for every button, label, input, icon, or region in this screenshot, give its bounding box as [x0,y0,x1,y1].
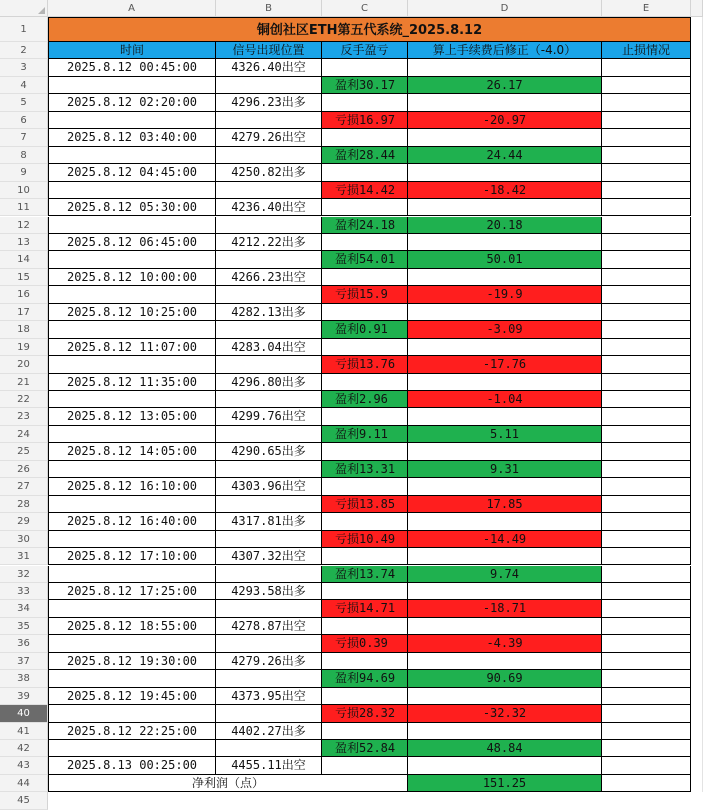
stop-cell[interactable] [602,478,691,495]
signal-cell-blank[interactable] [216,566,322,583]
time-cell-blank[interactable] [48,217,216,234]
stop-cell[interactable] [602,548,691,565]
signal-cell[interactable]: 4283.04出空 [216,339,322,356]
net-cell[interactable]: 17.85 [408,496,602,513]
net-cell-blank[interactable] [408,513,602,530]
select-all-corner[interactable] [0,0,48,17]
net-cell-blank[interactable] [408,374,602,391]
net-cell[interactable]: -32.32 [408,705,602,722]
time-cell[interactable]: 2025.8.12 13:05:00 [48,408,216,425]
time-cell-blank[interactable] [48,566,216,583]
pnl-cell[interactable]: 亏损13.76 [322,356,408,373]
time-cell[interactable]: 2025.8.12 06:45:00 [48,234,216,251]
time-cell[interactable]: 2025.8.12 17:10:00 [48,548,216,565]
pnl-cell-blank[interactable] [322,304,408,321]
stop-cell[interactable] [602,129,691,146]
row-header[interactable]: 39 [0,688,48,705]
row-header[interactable]: 12 [0,217,48,234]
signal-cell[interactable]: 4307.32出空 [216,548,322,565]
net-cell[interactable]: -20.97 [408,112,602,129]
pnl-cell[interactable]: 盈利2.96 [322,391,408,408]
column-title: 反手盈亏 [322,42,408,59]
pnl-cell[interactable]: 盈利24.18 [322,217,408,234]
row-header[interactable]: 45 [0,792,48,809]
signal-cell[interactable]: 4402.27出多 [216,723,322,740]
net-cell[interactable]: -14.49 [408,531,602,548]
row-header[interactable]: 30 [0,531,48,548]
row-header[interactable]: 11 [0,199,48,216]
pnl-cell[interactable]: 亏损28.32 [322,705,408,722]
net-cell[interactable]: -1.04 [408,391,602,408]
row-header[interactable]: 42 [0,740,48,757]
row-header[interactable]: 3 [0,59,48,76]
stop-cell[interactable] [602,408,691,425]
signal-cell-blank[interactable] [216,740,322,757]
time-cell-blank[interactable] [48,600,216,617]
time-cell[interactable]: 2025.8.12 22:25:00 [48,723,216,740]
time-cell[interactable]: 2025.8.12 05:30:00 [48,199,216,216]
row-header[interactable]: 24 [0,426,48,443]
stop-cell[interactable] [602,94,691,111]
pnl-cell[interactable]: 亏损14.71 [322,600,408,617]
row-header[interactable]: 21 [0,374,48,391]
pnl-cell-blank[interactable] [322,59,408,76]
stop-cell[interactable] [602,391,691,408]
signal-cell-blank[interactable] [216,251,322,268]
stop-cell[interactable] [602,740,691,757]
row-header[interactable]: 7 [0,129,48,146]
signal-cell[interactable]: 4278.87出空 [216,618,322,635]
pnl-cell-blank[interactable] [322,164,408,181]
time-cell[interactable]: 2025.8.12 04:45:00 [48,164,216,181]
total-stop-cell[interactable] [602,775,691,792]
net-cell-blank[interactable] [408,408,602,425]
stop-cell[interactable] [602,251,691,268]
row-header[interactable]: 16 [0,286,48,303]
stop-cell[interactable] [602,356,691,373]
time-cell[interactable]: 2025.8.12 19:30:00 [48,653,216,670]
pnl-cell[interactable]: 亏损15.9 [322,286,408,303]
net-cell[interactable]: 20.18 [408,217,602,234]
row-header[interactable]: 20 [0,356,48,373]
pnl-cell-blank[interactable] [322,723,408,740]
time-cell-blank[interactable] [48,356,216,373]
time-cell[interactable]: 2025.8.12 19:45:00 [48,688,216,705]
row-header[interactable]: 1 [0,17,48,42]
net-cell-blank[interactable] [408,757,602,774]
signal-cell[interactable]: 4317.81出多 [216,513,322,530]
pnl-cell-blank[interactable] [322,374,408,391]
net-cell[interactable]: 24.44 [408,147,602,164]
pnl-cell[interactable]: 盈利13.31 [322,461,408,478]
time-cell-blank[interactable] [48,426,216,443]
net-cell-blank[interactable] [408,583,602,600]
pnl-cell-blank[interactable] [322,548,408,565]
stop-cell[interactable] [602,496,691,513]
stop-cell[interactable] [602,199,691,216]
net-cell[interactable]: -18.42 [408,182,602,199]
net-cell[interactable]: -3.09 [408,321,602,338]
column-header-blank [691,0,703,17]
net-cell-blank[interactable] [408,164,602,181]
column-title: 算上手续费后修正（-4.0） [408,42,602,59]
pnl-cell-blank[interactable] [322,129,408,146]
signal-cell-blank[interactable] [216,286,322,303]
signal-cell-blank[interactable] [216,635,322,652]
row-header[interactable]: 13 [0,234,48,251]
pnl-cell[interactable]: 亏损0.39 [322,635,408,652]
row-header[interactable]: 34 [0,600,48,617]
pnl-cell-blank[interactable] [322,339,408,356]
signal-cell-blank[interactable] [216,600,322,617]
stop-cell[interactable] [602,513,691,530]
row-header[interactable]: 8 [0,147,48,164]
stop-cell[interactable] [602,164,691,181]
row-header[interactable]: 22 [0,391,48,408]
time-cell[interactable]: 2025.8.12 11:07:00 [48,339,216,356]
stop-cell[interactable] [602,269,691,286]
column-header-e[interactable]: E [602,0,691,17]
row-header[interactable]: 2 [0,42,48,59]
row-header[interactable]: 33 [0,583,48,600]
net-cell[interactable]: -19.9 [408,286,602,303]
net-cell-blank[interactable] [408,653,602,670]
signal-cell[interactable]: 4266.23出空 [216,269,322,286]
signal-cell[interactable]: 4455.11出空 [216,757,322,774]
signal-cell[interactable]: 4236.40出空 [216,199,322,216]
stop-cell[interactable] [602,618,691,635]
pnl-cell[interactable]: 亏损10.49 [322,531,408,548]
time-cell-blank[interactable] [48,286,216,303]
net-cell-blank[interactable] [408,548,602,565]
pnl-cell[interactable]: 亏损13.85 [322,496,408,513]
net-cell[interactable]: -17.76 [408,356,602,373]
stop-cell[interactable] [602,374,691,391]
time-cell[interactable]: 2025.8.12 03:40:00 [48,129,216,146]
time-cell-blank[interactable] [48,147,216,164]
row-header[interactable]: 44 [0,775,48,792]
net-cell-blank[interactable] [408,129,602,146]
pnl-cell[interactable]: 盈利9.11 [322,426,408,443]
pnl-cell-blank[interactable] [322,94,408,111]
time-cell-blank[interactable] [48,321,216,338]
row-header[interactable]: 18 [0,321,48,338]
signal-cell[interactable]: 4250.82出多 [216,164,322,181]
stop-cell[interactable] [602,182,691,199]
pnl-cell-blank[interactable] [322,478,408,495]
signal-cell-blank[interactable] [216,77,322,94]
signal-cell-blank[interactable] [216,356,322,373]
row-header[interactable]: 41 [0,723,48,740]
stop-cell[interactable] [602,757,691,774]
pnl-cell-blank[interactable] [322,408,408,425]
time-cell-blank[interactable] [48,740,216,757]
time-cell-blank[interactable] [48,670,216,687]
row-header[interactable]: 35 [0,618,48,635]
pnl-cell[interactable]: 盈利94.69 [322,670,408,687]
row-header[interactable]: 37 [0,653,48,670]
pnl-cell-blank[interactable] [322,199,408,216]
time-cell-blank[interactable] [48,112,216,129]
signal-cell[interactable]: 4299.76出空 [216,408,322,425]
time-cell[interactable]: 2025.8.12 11:35:00 [48,374,216,391]
signal-cell[interactable]: 4212.22出多 [216,234,322,251]
stop-cell[interactable] [602,600,691,617]
sheet-title: 铜创社区ETH第五代系统_2025.8.12 [48,17,691,42]
column-title: 时间 [48,42,216,59]
stop-cell[interactable] [602,566,691,583]
pnl-cell-blank[interactable] [322,618,408,635]
time-cell-blank[interactable] [48,531,216,548]
time-cell-blank[interactable] [48,635,216,652]
signal-cell[interactable]: 4279.26出多 [216,653,322,670]
pnl-cell-blank[interactable] [322,513,408,530]
row-header[interactable]: 6 [0,112,48,129]
time-cell-blank[interactable] [48,182,216,199]
column-title: 信号出现位置 [216,42,322,59]
signal-cell-blank[interactable] [216,496,322,513]
column-header-d[interactable]: D [408,0,602,17]
pnl-cell-blank[interactable] [322,757,408,774]
signal-cell-blank[interactable] [216,391,322,408]
row-header[interactable]: 31 [0,548,48,565]
total-value[interactable]: 151.25 [408,775,602,792]
net-cell-blank[interactable] [408,269,602,286]
signal-cell[interactable]: 4290.65出多 [216,443,322,460]
time-cell[interactable]: 2025.8.12 14:05:00 [48,443,216,460]
time-cell[interactable]: 2025.8.13 00:25:00 [48,757,216,774]
net-cell[interactable]: 5.11 [408,426,602,443]
stop-cell[interactable] [602,217,691,234]
signal-cell-blank[interactable] [216,705,322,722]
pnl-cell-blank[interactable] [322,234,408,251]
pnl-cell-blank[interactable] [322,443,408,460]
signal-cell-blank[interactable] [216,531,322,548]
time-cell[interactable]: 2025.8.12 02:20:00 [48,94,216,111]
total-label: 净利润（点） [48,775,408,792]
net-cell[interactable]: 48.84 [408,740,602,757]
signal-cell[interactable]: 4303.96出空 [216,478,322,495]
net-cell[interactable]: 26.17 [408,77,602,94]
signal-cell-blank[interactable] [216,461,322,478]
stop-cell[interactable] [602,653,691,670]
row-header[interactable]: 4 [0,77,48,94]
stop-cell[interactable] [602,723,691,740]
net-cell-blank[interactable] [408,339,602,356]
time-cell[interactable]: 2025.8.12 10:25:00 [48,304,216,321]
row-header[interactable]: 26 [0,461,48,478]
net-cell-blank[interactable] [408,723,602,740]
stop-cell[interactable] [602,77,691,94]
time-cell-blank[interactable] [48,461,216,478]
net-cell-blank[interactable] [408,234,602,251]
net-cell[interactable]: 50.01 [408,251,602,268]
net-cell[interactable]: 90.69 [408,670,602,687]
net-cell-blank[interactable] [408,618,602,635]
time-cell-blank[interactable] [48,77,216,94]
time-cell[interactable]: 2025.8.12 18:55:00 [48,618,216,635]
pnl-cell[interactable]: 盈利54.01 [322,251,408,268]
net-cell[interactable]: -4.39 [408,635,602,652]
stop-cell[interactable] [602,426,691,443]
column-header-b[interactable]: B [216,0,322,17]
row-header[interactable]: 25 [0,443,48,460]
net-cell-blank[interactable] [408,688,602,705]
signal-cell-blank[interactable] [216,112,322,129]
row-header[interactable]: 15 [0,269,48,286]
stop-cell[interactable] [602,321,691,338]
pnl-cell[interactable]: 亏损14.42 [322,182,408,199]
net-cell-blank[interactable] [408,443,602,460]
stop-cell[interactable] [602,635,691,652]
stop-cell[interactable] [602,304,691,321]
pnl-cell-blank[interactable] [322,653,408,670]
pnl-cell[interactable]: 盈利30.17 [322,77,408,94]
signal-cell[interactable]: 4326.40出空 [216,59,322,76]
signal-cell-blank[interactable] [216,426,322,443]
pnl-cell-blank[interactable] [322,688,408,705]
column-title: 止损情况 [602,42,691,59]
net-cell-blank[interactable] [408,94,602,111]
net-cell[interactable]: -18.71 [408,600,602,617]
net-cell-blank[interactable] [408,199,602,216]
row-header[interactable]: 38 [0,670,48,687]
stop-cell[interactable] [602,688,691,705]
stop-cell[interactable] [602,112,691,129]
column-header-c[interactable]: C [322,0,408,17]
net-cell-blank[interactable] [408,59,602,76]
pnl-cell[interactable]: 亏损16.97 [322,112,408,129]
stop-cell[interactable] [602,583,691,600]
row-header[interactable]: 29 [0,513,48,530]
time-cell[interactable]: 2025.8.12 17:25:00 [48,583,216,600]
pnl-cell[interactable]: 盈利52.84 [322,740,408,757]
pnl-cell-blank[interactable] [322,583,408,600]
net-cell[interactable]: 9.31 [408,461,602,478]
time-cell-blank[interactable] [48,391,216,408]
row-header[interactable]: 5 [0,94,48,111]
time-cell[interactable]: 2025.8.12 00:45:00 [48,59,216,76]
row-header[interactable]: 19 [0,339,48,356]
pnl-cell-blank[interactable] [322,269,408,286]
row-header[interactable]: 36 [0,635,48,652]
signal-cell[interactable]: 4296.23出多 [216,94,322,111]
signal-cell[interactable]: 4293.58出多 [216,583,322,600]
time-cell[interactable]: 2025.8.12 10:00:00 [48,269,216,286]
row-header[interactable]: 43 [0,757,48,774]
signal-cell-blank[interactable] [216,321,322,338]
time-cell[interactable]: 2025.8.12 16:40:00 [48,513,216,530]
time-cell[interactable]: 2025.8.12 16:10:00 [48,478,216,495]
row-header[interactable]: 14 [0,251,48,268]
signal-cell-blank[interactable] [216,182,322,199]
stop-cell[interactable] [602,147,691,164]
signal-cell-blank[interactable] [216,217,322,234]
time-cell-blank[interactable] [48,251,216,268]
signal-cell-blank[interactable] [216,147,322,164]
pnl-cell[interactable]: 盈利28.44 [322,147,408,164]
signal-cell-blank[interactable] [216,670,322,687]
row-header[interactable]: 28 [0,496,48,513]
stop-cell[interactable] [602,531,691,548]
row-header[interactable]: 27 [0,478,48,495]
signal-cell[interactable]: 4373.95出空 [216,688,322,705]
stop-cell[interactable] [602,705,691,722]
stop-cell[interactable] [602,234,691,251]
signal-cell[interactable]: 4282.13出多 [216,304,322,321]
signal-cell[interactable]: 4296.80出多 [216,374,322,391]
row-header[interactable]: 32 [0,566,48,583]
time-cell-blank[interactable] [48,705,216,722]
row-header[interactable]: 17 [0,304,48,321]
stop-cell[interactable] [602,59,691,76]
stop-cell[interactable] [602,670,691,687]
row-header[interactable]: 9 [0,164,48,181]
time-cell-blank[interactable] [48,496,216,513]
net-cell-blank[interactable] [408,304,602,321]
net-cell[interactable]: 9.74 [408,566,602,583]
column-header-a[interactable]: A [48,0,216,17]
stop-cell[interactable] [602,461,691,478]
pnl-cell[interactable]: 盈利0.91 [322,321,408,338]
net-cell-blank[interactable] [408,478,602,495]
pnl-cell[interactable]: 盈利13.74 [322,566,408,583]
row-header[interactable]: 10 [0,182,48,199]
stop-cell[interactable] [602,443,691,460]
row-header[interactable]: 40 [0,705,48,722]
signal-cell[interactable]: 4279.26出空 [216,129,322,146]
stop-cell[interactable] [602,286,691,303]
row-header[interactable]: 23 [0,408,48,425]
stop-cell[interactable] [602,339,691,356]
